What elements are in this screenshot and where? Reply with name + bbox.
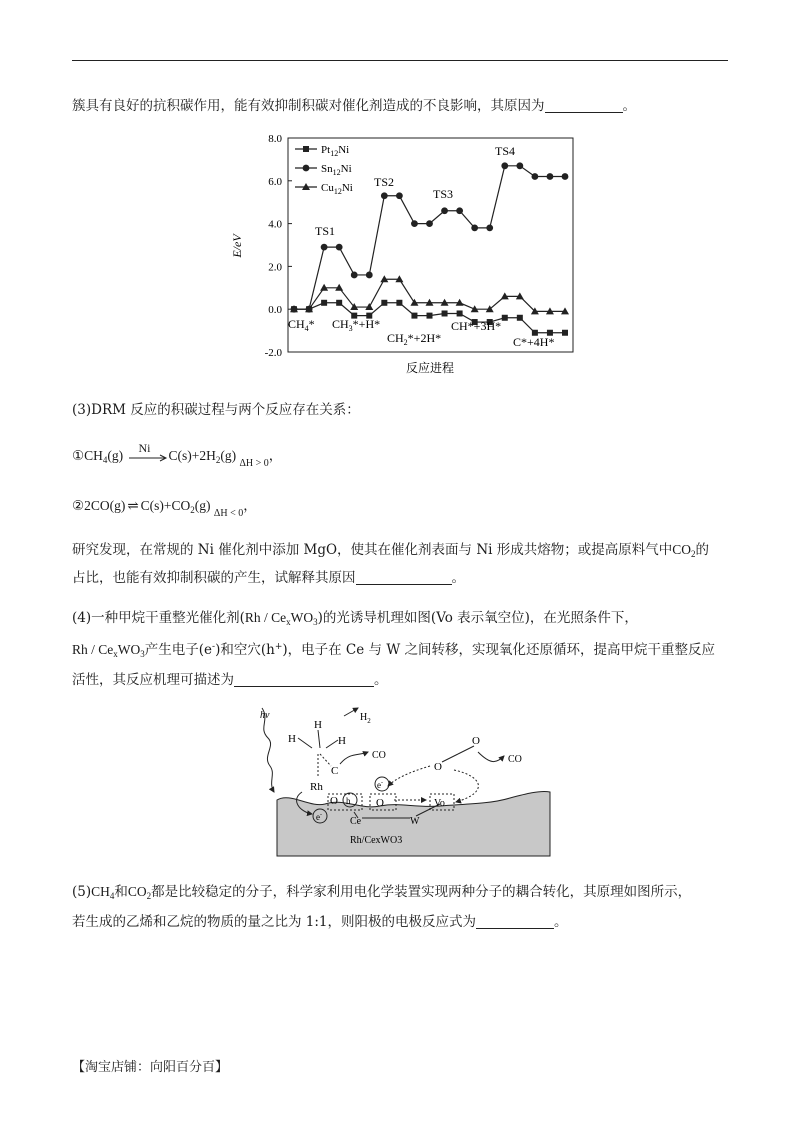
data-point-sn12ni-10 (441, 207, 448, 214)
section5-line2: 若生成的乙烯和乙烷的物质的量之比为 1:1，则阳极的电极反应式为 。 (72, 914, 568, 930)
section4-line1: (4)一种甲烷干重整光催化剂$(Rh / Ce_xWO_3)$的光诱导机理如图(Vo 表示氧空位)，在光照条件下， (72, 610, 638, 627)
substrate-label: Rh/CexWO3 (350, 835, 403, 846)
data-point-sn12ni-17 (547, 173, 554, 180)
legend-square-marker (303, 146, 309, 152)
answer-blank-1[interactable] (545, 98, 623, 113)
atom-c: C (331, 765, 339, 777)
y-tick-label: 2.0 (268, 261, 282, 274)
header-rule (72, 60, 728, 61)
y-tick-label: -2.0 (264, 347, 282, 359)
data-point-sn12ni-12 (471, 224, 478, 231)
section3-heading: (3)DRM 反应的积碳过程与两个反应存在关系： (72, 402, 360, 418)
state-ch2-label: $CH_2*+2H*$ (387, 331, 442, 347)
state-c-label: C*+4H* (513, 335, 555, 349)
data-point-pt12ni-3 (336, 300, 342, 306)
data-point-sn12ni-5 (366, 272, 373, 279)
data-point-sn12ni-16 (531, 173, 538, 180)
data-point-sn12ni-15 (516, 162, 523, 169)
section5-line1: $(5)CH_4$和$CO_2$都是比较稳定的分子，科学家利用电化学装置实现两种分子的耦合转化，其原理如图所示， (72, 884, 692, 901)
intro-text: 簇具有良好的抗积碳作用，能有效抑制积碳对催化剂造成的不良影响，其原因为 (72, 98, 545, 114)
answer-blank-2[interactable] (356, 570, 452, 585)
data-point-pt12ni-15 (517, 315, 523, 321)
data-point-sn12ni-13 (486, 224, 493, 231)
legend-cu12ni: $Cu_{12}Ni$ (321, 182, 353, 196)
y-tick-label: 8.0 (268, 133, 282, 145)
data-point-sn12ni-7 (396, 192, 403, 199)
data-point-pt12ni-7 (396, 300, 402, 306)
legend-sn12ni: $Sn_{12}Ni$ (321, 163, 352, 177)
state-ch-label: CH*+3H* (451, 319, 502, 333)
section3-para-line1: 研究发现，在常规的 Ni 催化剂中添加 MgO，使其在催化剂表面与 Ni 形成共熔物；或提高原料气中$CO_2$的 (72, 542, 710, 559)
data-point-sn12ni-2 (321, 244, 328, 251)
data-point-pt12ni-10 (442, 310, 448, 316)
equation-2: ②2CO(g) ⇌ $C(s)+CO_2(g)$ $_{\Delta H < 0}$， (72, 498, 257, 519)
data-point-sn12ni-8 (411, 220, 418, 227)
intro-line (72, 96, 636, 116)
state-ch3-label: $CH_3*+H*$ (332, 317, 381, 333)
data-point-sn12ni-14 (501, 162, 508, 169)
series-line-cu12ni (294, 279, 565, 311)
intro-end: 。 (622, 98, 636, 114)
co-right-label: CO (508, 754, 522, 765)
atom-h-right: H (338, 735, 346, 747)
legend (295, 144, 353, 196)
mechanism-diagram (250, 700, 560, 860)
x-axis-label: 反应进程 (405, 361, 455, 375)
data-point-pt12ni-11 (457, 310, 463, 316)
state-ch4-label: $CH_4*$ (288, 317, 315, 333)
atom-o-1: O (330, 795, 338, 807)
data-point-sn12ni-11 (456, 207, 463, 214)
data-point-pt12ni-6 (381, 300, 387, 306)
data-point-sn12ni-9 (426, 220, 433, 227)
h2-label: $H_2$ (360, 712, 371, 725)
data-point-pt12ni-14 (502, 315, 508, 321)
ts1-label: TS1 (315, 224, 336, 238)
atom-o-2: O (376, 797, 384, 809)
answer-blank-4[interactable] (476, 914, 554, 929)
hv-label: hv (260, 710, 270, 721)
section3-para-line2: 占比，也能有效抑制积碳的产生，试解释其原因 。 (72, 570, 465, 586)
atom-ce: Ce (350, 816, 362, 827)
data-point-pt12ni-18 (562, 330, 568, 336)
atom-h-left: H (288, 733, 296, 745)
atom-w: W (410, 816, 420, 827)
data-point-sn12ni-6 (381, 192, 388, 199)
data-point-pt12ni-2 (321, 300, 327, 306)
atom-h-top: H (314, 719, 322, 731)
legend-circle-marker (303, 165, 310, 172)
atom-o-co2-top: O (472, 735, 480, 747)
answer-blank-3[interactable] (234, 672, 374, 687)
hole-label: h (346, 796, 351, 806)
co-left-label: CO (372, 750, 386, 761)
data-point-pt12ni-9 (427, 313, 433, 319)
data-point-sn12ni-4 (351, 272, 358, 279)
y-tick-label: 0.0 (268, 304, 282, 317)
electron-top-label: e- (377, 780, 383, 790)
equation-1: $①CH_4(g)$ Ni $C(s)+2H_2(g)$ $_{\Delta H > 0}$， (72, 440, 283, 469)
ts4-label: TS4 (495, 144, 516, 158)
section4-line3: 活性，其反应机理可描述为 。 (72, 672, 388, 688)
y-tick-label: 4.0 (268, 218, 282, 231)
data-point-sn12ni-18 (562, 173, 569, 180)
y-tick-label: 6.0 (268, 175, 282, 188)
data-point-sn12ni-3 (336, 244, 343, 251)
ts2-label: TS2 (374, 175, 395, 189)
y-axis-label: E/eV (230, 234, 244, 258)
atom-rh: Rh (310, 781, 323, 793)
atom-o-co2: O (434, 761, 442, 773)
legend-pt12ni: $Pt_{12}Ni$ (321, 144, 350, 158)
catalyst-arrow: Ni (127, 447, 169, 467)
data-point-pt12ni-8 (411, 313, 417, 319)
electron-bottom-label: e- (316, 812, 322, 822)
section4-line2: Rh / $Ce_xWO_3$产生电子(e-)和空穴(h+)，电子在 Ce 与 W 之间转移，实现氧化还原循环，提高甲烷干重整反应 (72, 642, 715, 659)
ts3-label: TS3 (433, 187, 454, 201)
energy-profile-chart (225, 128, 585, 378)
vacancy-label: Vo (434, 798, 445, 809)
footer-shop-label: 【淘宝店铺：向阳百分百】 (72, 1060, 229, 1075)
